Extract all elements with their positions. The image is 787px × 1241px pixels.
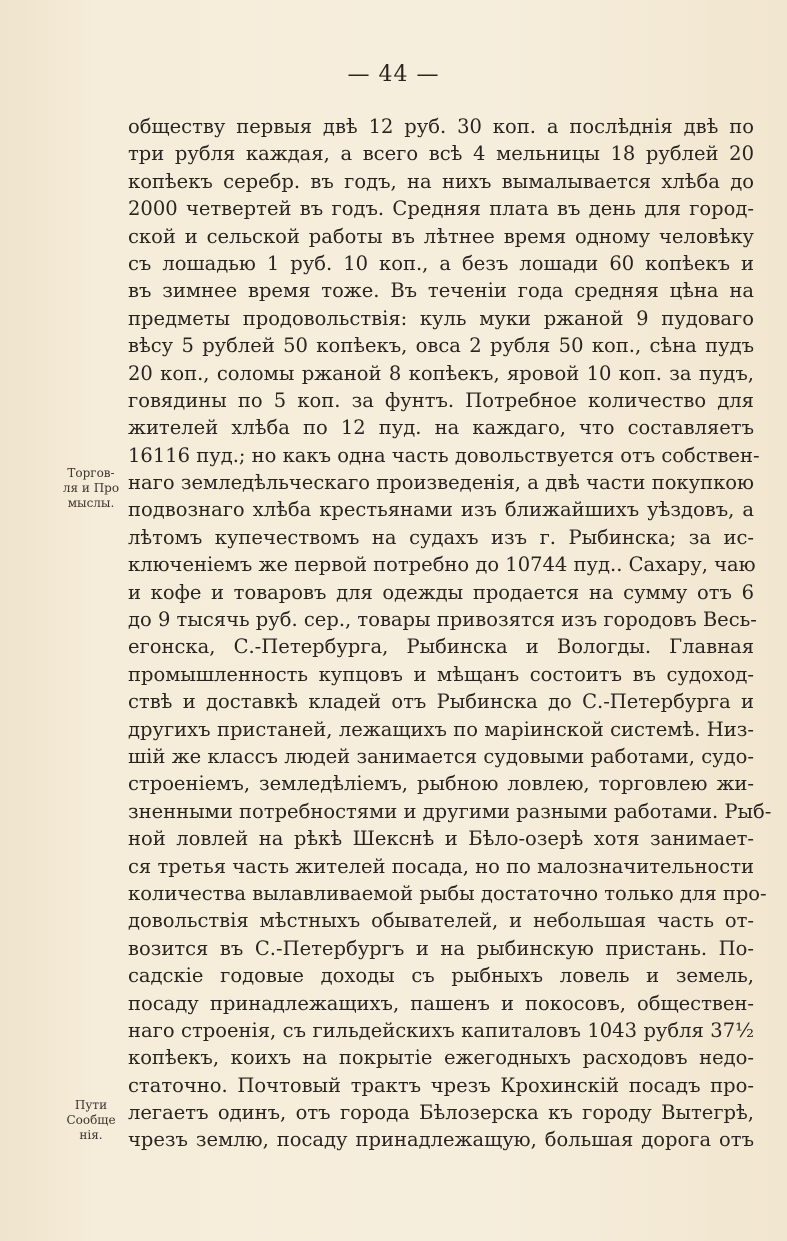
text-line: строеніемъ, земледѣліемъ, рыбною ловлею, торговлею жи- [128, 772, 754, 796]
text-line: возится въ С.-Петербургъ и на рыбинскую пристань. По- [128, 936, 754, 960]
margin-note-line: ля и Про [62, 481, 120, 495]
text-line: въ зимнее время тоже. Въ теченіи года средняя цѣна на [128, 279, 754, 303]
text-line: 2000 четвертей въ годъ. Средняя плата въ день для город- [128, 197, 754, 221]
margin-note-line: мыслы. [67, 496, 115, 510]
text-line: до 9 тысячь руб. сер., товары привозятся изъ городовъ Весь- [128, 608, 757, 632]
text-line: статочно. Почтовый трактъ чрезъ Крохинскій посадъ про- [128, 1073, 754, 1097]
text-line: наго строенія, съ гильдейскихъ капиталовъ 1043 рубля 37½ [128, 1018, 754, 1042]
margin-note-line: Пути [74, 1098, 108, 1112]
text-line: предметы продовольствія: куль муки ржаной 9 пудоваго [128, 306, 754, 330]
text-line: ся третья часть жителей посада, но по малозначительности [128, 854, 754, 878]
margin-note-trade [58, 466, 124, 511]
text-line: ской и сельской работы въ лѣтнее время одному человѣку [128, 224, 754, 248]
margin-note-line: Торгов- [67, 466, 115, 480]
text-line: наго земледѣльческаго произведенія, а двѣ части покупкою [128, 471, 754, 495]
text-line: зненными потребностями и другими разными работами. Рыб- [128, 799, 772, 823]
text-line: 16116 пуд.; но какъ одна часть довольствуется отъ собствен- [128, 443, 760, 467]
text-line: количества вылавливаемой рыбы достаточно только для про- [128, 881, 767, 905]
text-line: егонска, С.-Петербурга, Рыбинска и Вологды. Главная [128, 635, 754, 659]
text-line: посаду принадлежащихъ, пашенъ и покосовъ, обществен- [128, 991, 754, 1015]
body-text [128, 113, 772, 1154]
text-line: обществу первыя двѣ 12 руб. 30 коп. а послѣднія двѣ по [128, 115, 754, 138]
text-line: подвознаго хлѣба крестьянами изъ ближайшихъ уѣздовъ, а [128, 498, 754, 522]
text-line: съ лошадью 1 руб. 10 коп., а безъ лошади 60 копѣекъ и [128, 251, 754, 275]
text-line: промышленность купцовъ и мѣщанъ состоитъ въ судоход- [128, 662, 754, 686]
text-line: и кофе и товаровъ для одежды продается на сумму отъ 6 [128, 580, 754, 604]
text-line: ной ловлей на рѣкѣ Шекснѣ и Бѣло-озерѣ хотя занимает- [128, 827, 754, 851]
text-line: 20 коп., соломы ржаной 8 копѣекъ, яровой 10 коп. за пудъ, [128, 361, 754, 385]
text-line: жителей хлѣба по 12 пуд. на каждаго, что составляетъ [128, 416, 754, 440]
page-number: — 44 — [347, 62, 440, 87]
text-line: копѣекъ, коихъ на покрытіе ежегодныхъ расходовъ недо- [128, 1046, 754, 1070]
text-line: вѣсу 5 рублей 50 копѣекъ, овса 2 рубля 50 коп., сѣна пудъ [128, 334, 754, 358]
text-line: три рубля каждая, а всего всѣ 4 мельницы 18 рублей 20 [128, 142, 754, 166]
margin-note-routes [58, 1098, 124, 1143]
text-line: другихъ пристаней, лежащихъ по маріинской системѣ. Низ- [128, 717, 754, 741]
margin-note-line: нія. [79, 1128, 103, 1142]
text-line: говядины по 5 коп. за фунтъ. Потребное количество для [128, 388, 754, 412]
text-line: садскіе годовые доходы съ рыбныхъ ловель и земель, [128, 964, 754, 988]
text-line: шій же классъ людей занимается судовыми работами, судо- [128, 744, 754, 768]
text-line: чрезъ землю, посаду принадлежащую, большая дорога отъ [128, 1128, 754, 1152]
text-line: копѣекъ серебр. въ годъ, на нихъ вымалывается хлѣба до [128, 169, 754, 193]
text-line: довольствія мѣстныхъ обывателей, и небольшая часть от- [128, 909, 754, 933]
margin-note-line: Сообще [66, 1113, 116, 1127]
text-line: ключеніемъ же первой потребно до 10744 пуд.. Сахару, чаю [128, 553, 756, 577]
text-line: легаетъ одинъ, отъ города Бѣлозерска къ городу Вытегрѣ, [128, 1101, 754, 1125]
text-line: лѣтомъ купечествомъ на судахъ изъ г. Рыбинска; за ис- [128, 525, 754, 549]
text-line: ствѣ и доставкѣ кладей отъ Рыбинска до С.-Петербурга и [128, 690, 754, 714]
